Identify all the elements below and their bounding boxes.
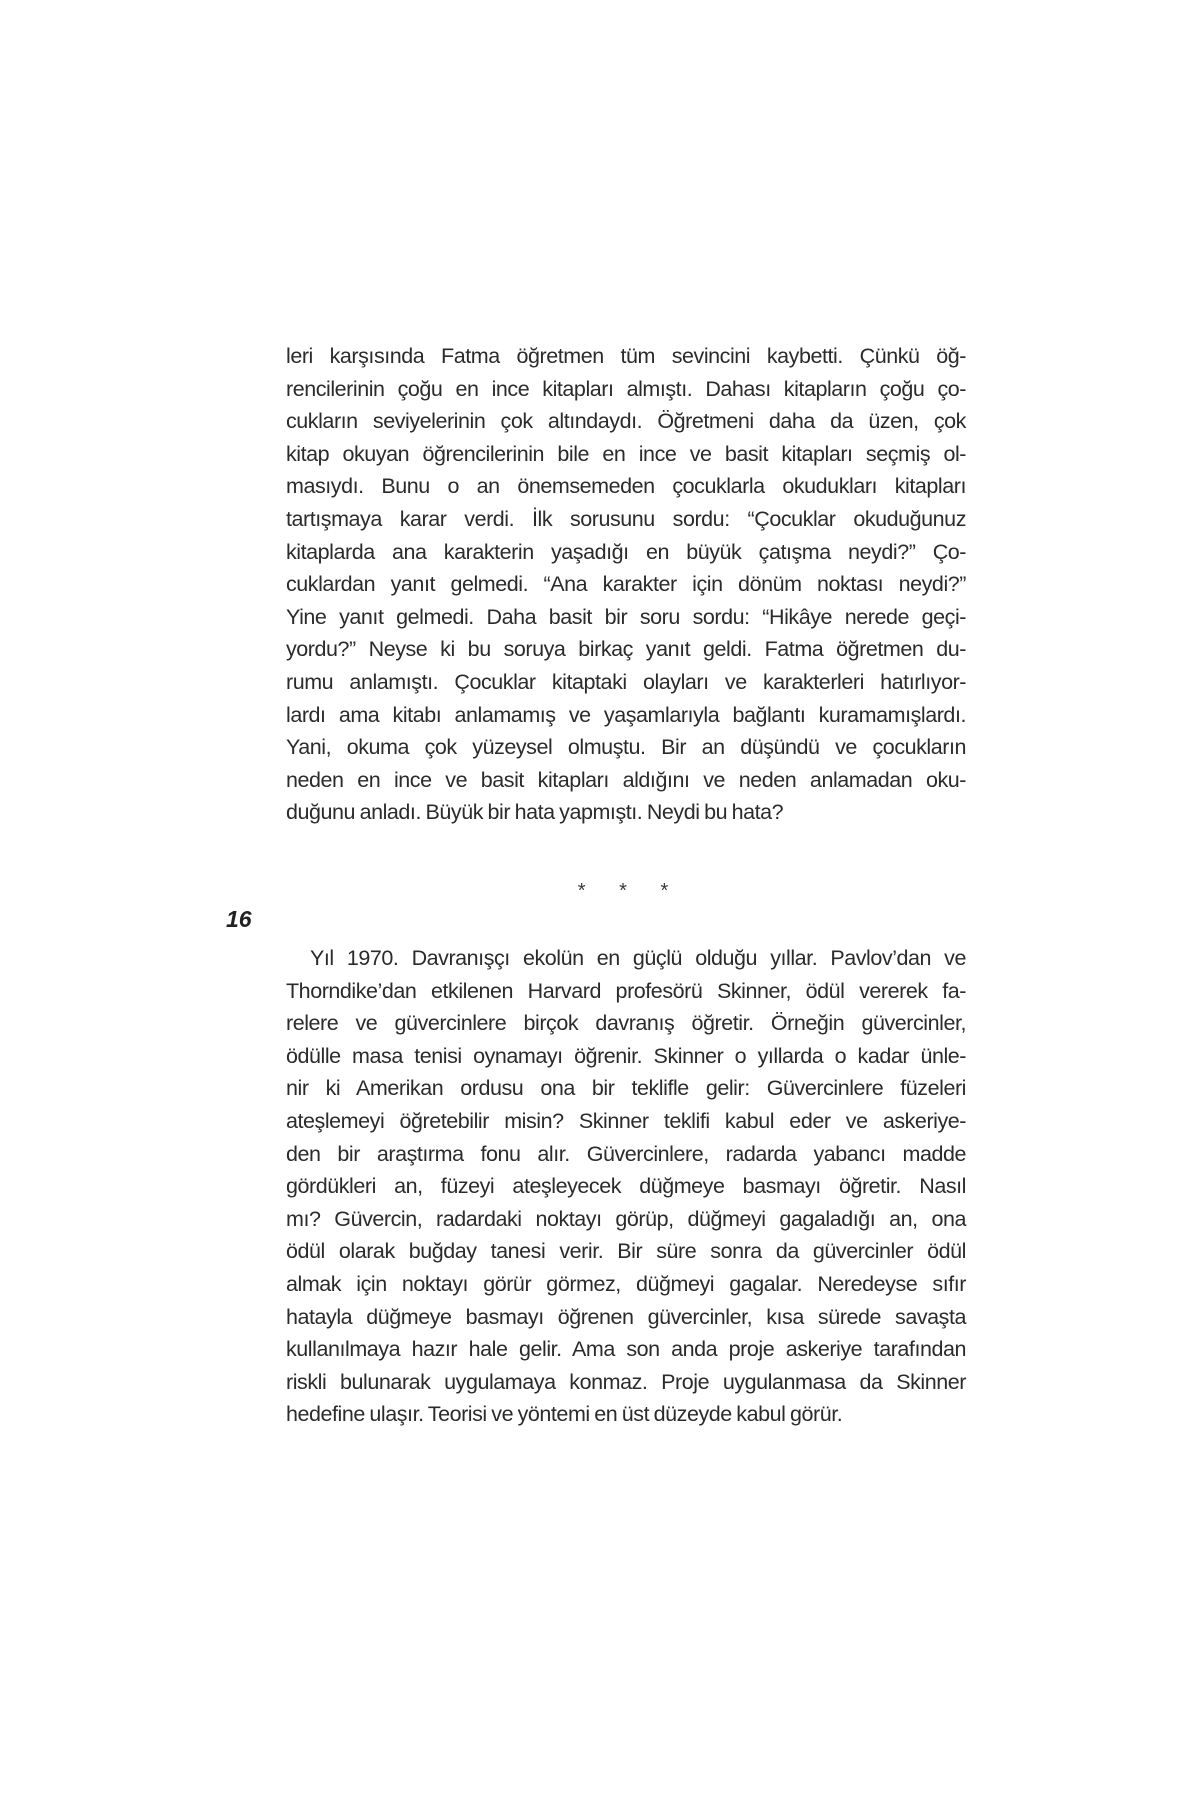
text-line: kitaplarda ana karakterin yaşadığı en büyük çatışma neydi?” Ço- (286, 539, 966, 564)
text-line: tartışmaya karar verdi. İlk sorusunu sordu: “Çocuklar okuduğunuz (286, 506, 966, 531)
text-line: almak için noktayı görür görmez, düğmeyi gagalar. Neredeyse sıfır (286, 1271, 966, 1296)
text-line: kitap okuyan öğrencilerinin bile en ince ve basit kitapları seçmiş ol- (286, 441, 966, 466)
text-line: hedefine ulaşır. Teorisi ve yöntemi en üst düzeyde kabul görür. (286, 1402, 843, 1427)
text-line: yordu?” Neyse ki bu soruya birkaç yanıt geldi. Fatma öğretmen du- (286, 637, 966, 662)
text-line: Yıl 1970. Davranışçı ekolün en güçlü olduğu yıllar. Pavlov’dan ve (310, 946, 966, 970)
text-line: lardı ama kitabı anlamamış ve yaşamlarıyla bağlantı kuramamışlardı. (286, 702, 966, 727)
text-line: hatayla düğmeye basmayı öğrenen güvercinler, kısa sürede savaşta (286, 1304, 966, 1329)
section-break-asterisks: * * * (577, 880, 683, 902)
text-line: masıydı. Bunu o an önemsemeden çocuklarla okudukları kitapları (286, 474, 966, 499)
text-line: gördükleri an, füzeyi ateşleyecek düğmeye basmayı öğretir. Nasıl (286, 1174, 966, 1199)
page-number: 16 (226, 906, 252, 932)
paragraph-fatma-teacher (286, 340, 966, 829)
text-line: Thorndike’dan etkilenen Harvard profesörü Skinner, ödül vererek fa- (286, 978, 966, 1003)
text-line: cukların seviyelerinin çok altındaydı. Öğretmeni daha da üzen, çok (286, 409, 966, 434)
paragraph-skinner (286, 942, 966, 1431)
text-line: duğunu anladı. Büyük bir hata yapmıştı. Neydi bu hata? (286, 800, 784, 825)
text-line: neden en ince ve basit kitapları aldığını ve neden anlamadan oku- (286, 767, 966, 792)
text-line: leri karşısında Fatma öğretmen tüm sevincini kaybetti. Çünkü öğ- (286, 344, 966, 368)
text-line: nir ki Amerikan ordusu ona bir teklifle gelir: Güvercinlere füzeleri (286, 1076, 966, 1101)
text-line: relere ve güvercinlere birçok davranış öğretir. Örneğin güvercinler, (286, 1011, 966, 1036)
text-line: ateşlemeyi öğretebilir misin? Skinner teklifi kabul eder ve askeriye- (286, 1108, 966, 1133)
text-line: den bir araştırma fonu alır. Güvercinlere, radarda yabancı madde (286, 1141, 966, 1166)
text-line: riskli bulunarak uygulamaya konmaz. Proje uygulanmasa da Skinner (286, 1369, 966, 1394)
text-line: Yine yanıt gelmedi. Daha basit bir soru sordu: “Hikâye nerede geçi- (286, 604, 966, 629)
text-line: Yani, okuma çok yüzeysel olmuştu. Bir an düşündü ve çocukların (286, 735, 966, 760)
text-line: cuklardan yanıt gelmedi. “Ana karakter için dönüm noktası neydi?” (286, 572, 966, 597)
text-line: mı? Güvercin, radardaki noktayı görüp, düğmeyi gagaladığı an, ona (286, 1206, 966, 1231)
text-line: ödülle masa tenisi oynamayı öğrenir. Skinner o yıllarda o kadar ünle- (286, 1043, 966, 1068)
text-line: rumu anlamıştı. Çocuklar kitaptaki olayları ve karakterleri hatırlıyor- (286, 669, 966, 694)
text-line: kullanılmaya hazır hale gelir. Ama son anda proje askeriye tarafından (286, 1337, 966, 1362)
text-line: rencilerinin çoğu en ince kitapları almıştı. Dahası kitapların çoğu ço- (286, 376, 966, 401)
text-line: ödül olarak buğday tanesi verir. Bir süre sonra da güvercinler ödül (286, 1239, 966, 1264)
